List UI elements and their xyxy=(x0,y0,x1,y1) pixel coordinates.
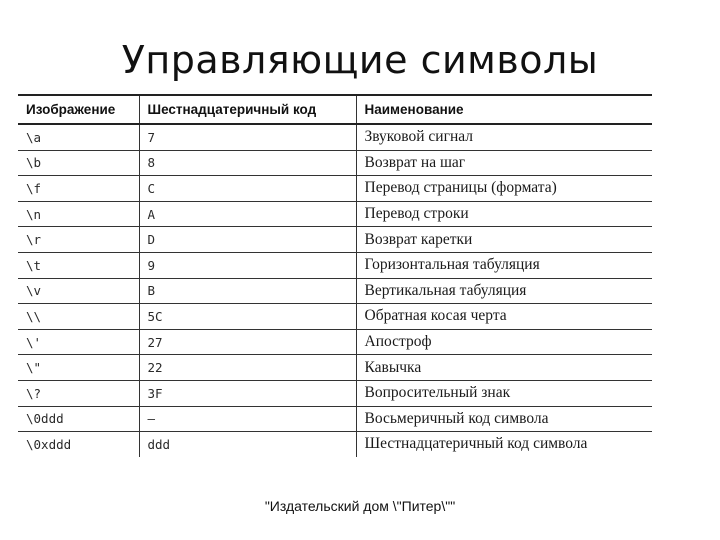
table-row xyxy=(18,329,652,355)
table-row xyxy=(18,252,652,278)
escape-sequence: \r xyxy=(18,227,139,253)
slide-title: Управляющие символы xyxy=(121,38,599,82)
table-row xyxy=(18,278,652,304)
hex-code: 9 xyxy=(139,252,356,278)
symbol-name: Вертикальная табуляция xyxy=(356,278,652,304)
table-row xyxy=(18,355,652,381)
table-row xyxy=(18,201,652,227)
hex-code: 3F xyxy=(139,380,356,406)
table-row xyxy=(18,176,652,202)
hex-code: 27 xyxy=(139,329,356,355)
escape-sequence: \v xyxy=(18,278,139,304)
table-row xyxy=(18,304,652,330)
table-row xyxy=(18,380,652,406)
escape-sequence: \\ xyxy=(18,304,139,330)
hex-code: 22 xyxy=(139,355,356,381)
publisher-footer: "Издательский дом \"Питер\"" xyxy=(264,498,456,514)
symbol-name: Звуковой сигнал xyxy=(356,124,652,150)
symbol-name: Апостроф xyxy=(356,329,652,355)
escape-sequence: \" xyxy=(18,355,139,381)
escape-sequence: \f xyxy=(18,176,139,202)
hex-code: 7 xyxy=(139,124,356,150)
symbol-name: Обратная косая черта xyxy=(356,304,652,330)
escape-sequence: \? xyxy=(18,380,139,406)
hex-code: 5C xyxy=(139,304,356,330)
escape-sequence: \b xyxy=(18,150,139,176)
escape-sequence: \' xyxy=(18,329,139,355)
symbol-name: Горизонтальная табуляция xyxy=(356,252,652,278)
symbol-name: Перевод строки xyxy=(356,201,652,227)
table-header-row xyxy=(18,95,652,124)
control-characters-table-wrap xyxy=(18,94,652,457)
hex-code: — xyxy=(139,406,356,432)
symbol-name: Восьмеричный код символа xyxy=(356,406,652,432)
table-row xyxy=(18,124,652,150)
table-row xyxy=(18,406,652,432)
hex-code: C xyxy=(139,176,356,202)
escape-sequence: \0xddd xyxy=(26,436,72,452)
symbol-name: Перевод страницы (формата) xyxy=(356,176,652,202)
symbol-name: Возврат каретки xyxy=(356,227,652,253)
escape-sequence: \a xyxy=(18,124,139,150)
table-row xyxy=(18,227,652,253)
escape-sequence: \t xyxy=(18,252,139,278)
symbol-name: Кавычка xyxy=(356,355,652,381)
control-characters-table xyxy=(18,94,652,457)
column-header-name: Наименование xyxy=(356,95,652,124)
column-header-hex-code: Шестнадцатеричный код xyxy=(139,95,356,124)
escape-sequence: \0ddd xyxy=(18,406,139,432)
hex-code: 8 xyxy=(139,150,356,176)
symbol-name: Шестнадцатеричный код символа xyxy=(356,432,652,457)
hex-code: ddd xyxy=(139,432,356,457)
symbol-name: Вопросительный знак xyxy=(356,380,652,406)
hex-code: B xyxy=(139,278,356,304)
symbol-name: Возврат на шаг xyxy=(356,150,652,176)
column-header-image: Изображение xyxy=(18,95,139,124)
hex-code: A xyxy=(139,201,356,227)
hex-code: D xyxy=(139,227,356,253)
table-row xyxy=(18,150,652,176)
table-row xyxy=(18,432,652,457)
escape-sequence: \n xyxy=(18,201,139,227)
